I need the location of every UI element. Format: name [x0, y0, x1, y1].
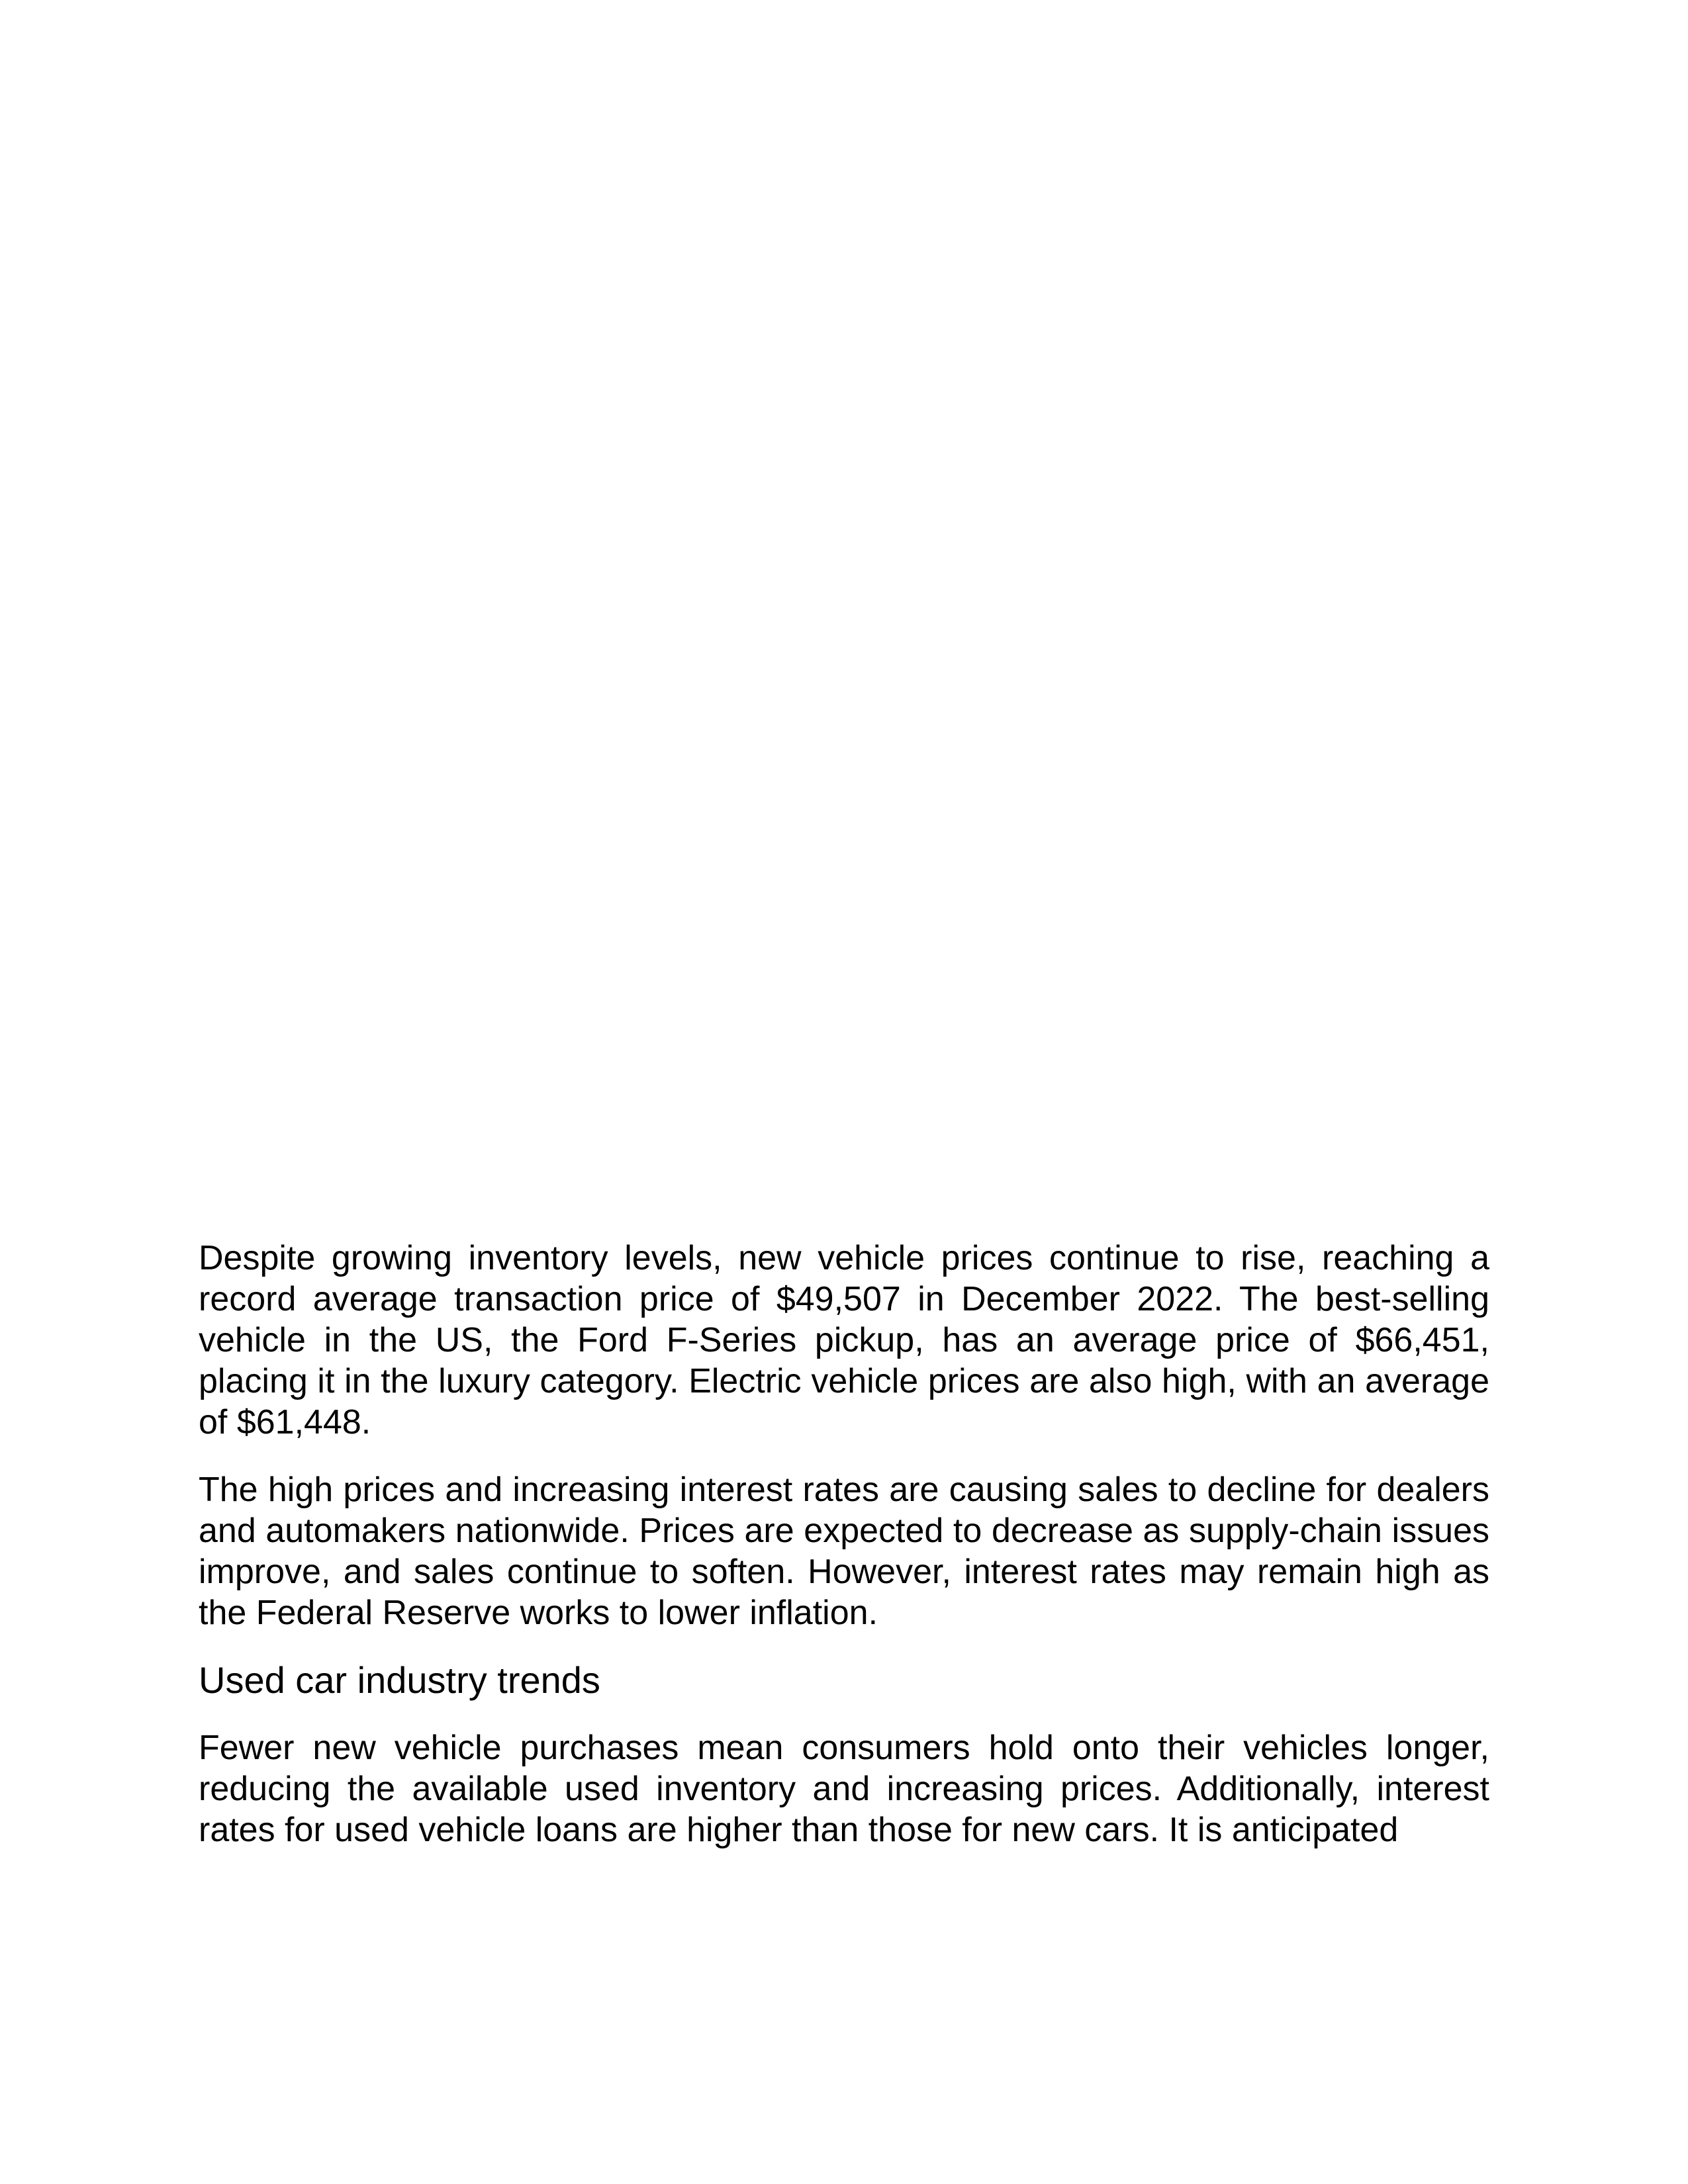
paragraph-used-car-trends: Fewer new vehicle purchases mean consumers hold onto their vehicles longer, reducing the available used inventory and increasing prices. Additionally, interest rates for used vehicle loans are higher than those for new cars. It is anticipated — [199, 1729, 1489, 1849]
body-text — [199, 1238, 1489, 1877]
section-heading: Used car industry trends — [199, 1659, 600, 1701]
paragraph-new-vehicle-prices: Despite growing inventory levels, new vehicle prices continue to rise, reaching a record average transaction price of $49,507 in December 2022. The best-selling vehicle in the US, the Ford F-Series pickup, has an average price of $66,451, placing it in the luxury category. Electric vehicle prices are also high, with an average of $61,448. — [199, 1239, 1489, 1441]
paragraph-sales-decline: The high prices and increasing interest rates are causing sales to decline for dealers and automakers nationwide. Prices are expected to decrease as supply-chain issues improve, and sales continue to soften. However, interest rates may remain high as the Federal Reserve works to lower inflation. — [199, 1471, 1489, 1632]
